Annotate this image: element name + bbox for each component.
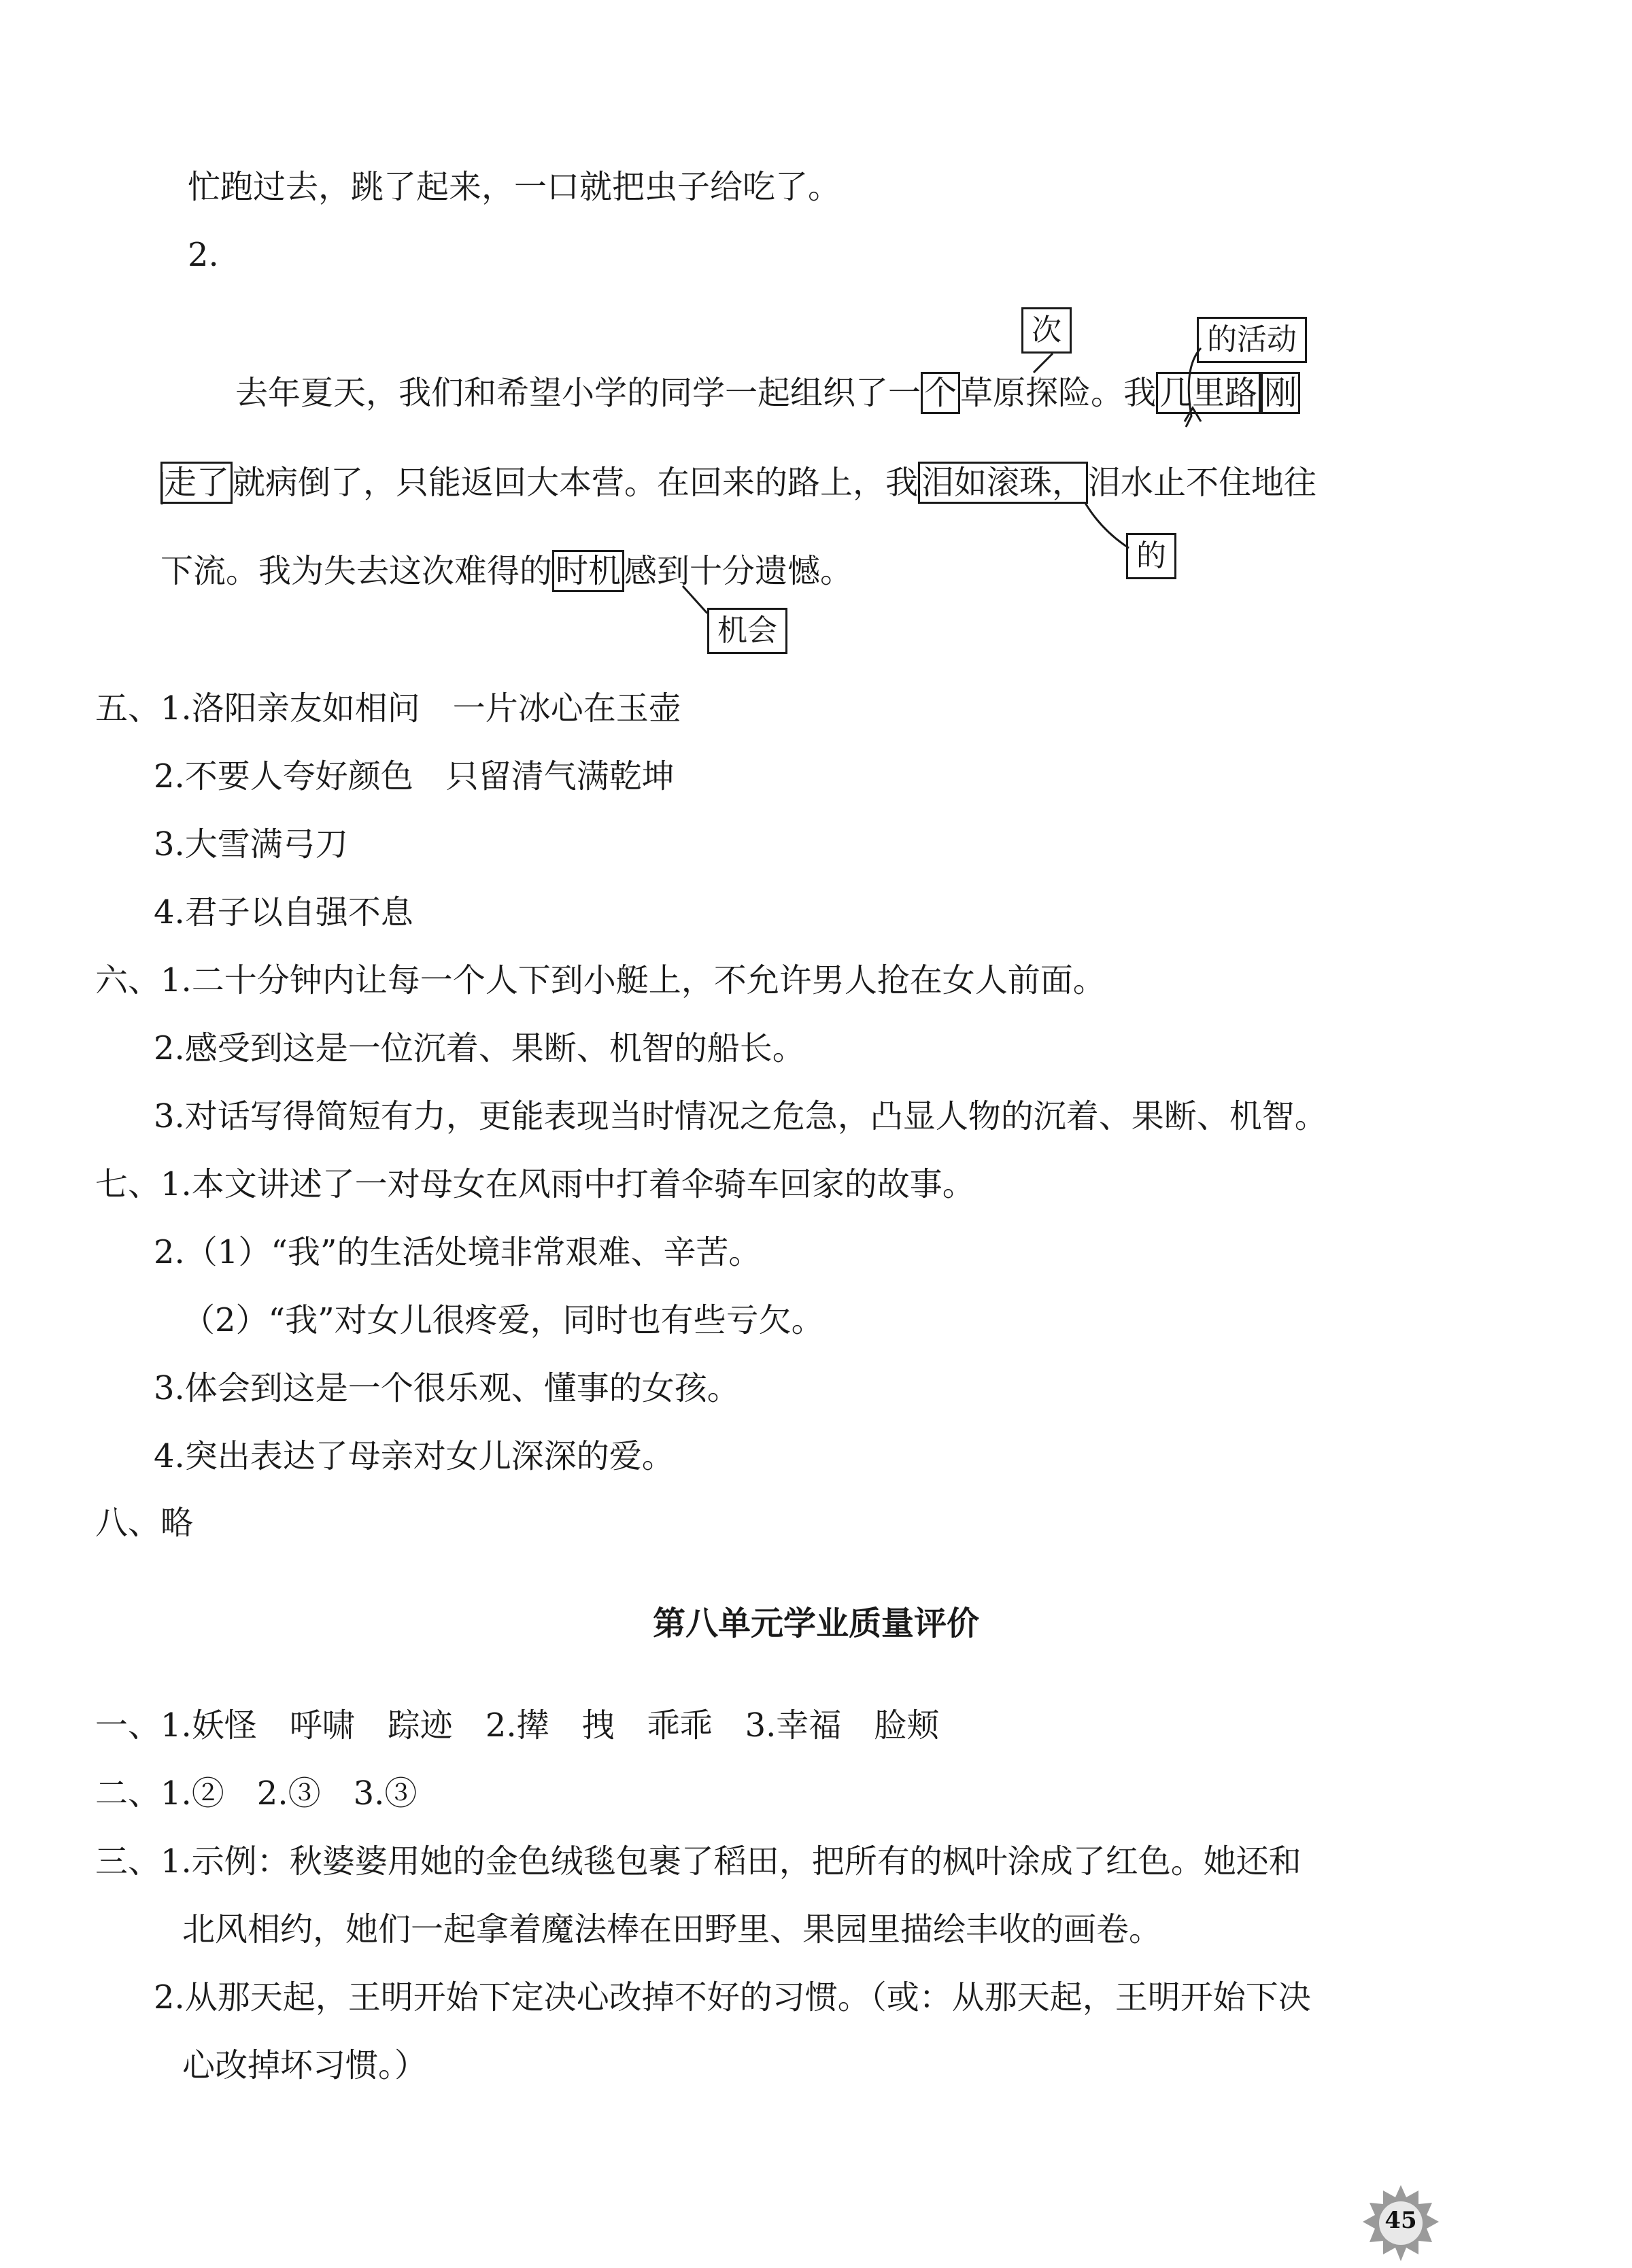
correction-note-de-huodong: 的活动 xyxy=(1197,317,1307,363)
text-segment: 去年夏天，我们和希望小学的同学一起组织了一 xyxy=(235,374,921,412)
section-7-line-1: 七、1.本文讲述了一对母女在风雨中打着伞骑车回家的故事。 xyxy=(95,1165,975,1203)
section-6-line-3: 3.对话写得简短有力，更能表现当时情况之危急，凸显人物的沉着、果断、机智。 xyxy=(154,1097,1327,1135)
section-7-line-4: 3.体会到这是一个很乐观、懂事的女孩。 xyxy=(154,1369,740,1407)
section-5-line-1: 五、1.洛阳亲友如相问 一片冰心在玉壶 xyxy=(95,689,681,727)
unit-8-section-1: 一、1.妖怪 呼啸 踪迹 2.撵 拽 乖乖 3.幸福 脸颊 xyxy=(95,1706,940,1745)
text-segment: 泪水止不住地往 xyxy=(1088,464,1317,502)
text-segment: 。我 xyxy=(1091,374,1157,412)
marked-word: 刚 xyxy=(1261,372,1300,414)
section-5-line-4: 4.君子以自强不息 xyxy=(154,893,413,931)
text-segment: 就病倒了，只能返回大本营。在回来的路上，我 xyxy=(233,464,919,502)
section-5-line-3: 3.大雪满弓刀 xyxy=(154,825,348,863)
marked-word: 泪如滚珠， xyxy=(918,462,1088,504)
text-segment: 下流。我为失去这次难得的 xyxy=(160,552,553,590)
insert-caret xyxy=(1185,408,1201,422)
unit-8-section-2: 二、1.② 2.③ 3.③ xyxy=(95,1774,418,1812)
proofreading-marks xyxy=(0,0,1632,680)
unit-8-section-3-line-4: 心改掉坏习惯。） xyxy=(182,2046,428,2084)
section-7-line-3: （2）“我”对女儿很疼爱，同时也有些亏欠。 xyxy=(182,1301,824,1339)
text-segment: 感到十分遗憾。 xyxy=(624,552,853,590)
section-7-line-2: 2.（1）“我”的生活处境非常艰难、辛苦。 xyxy=(154,1233,762,1271)
mark-line-de xyxy=(1085,503,1129,548)
correction-note-de: 的 xyxy=(1126,533,1176,579)
item-number-2: 2. xyxy=(188,236,219,274)
mark-line-ci xyxy=(1034,354,1053,373)
unit-8-section-3-line-1: 三、1.示例：秋婆婆用她的金色绒毯包裹了稻田，把所有的枫叶涂成了红色。她还和 xyxy=(95,1842,1302,1880)
marked-word: 时机 xyxy=(552,550,624,592)
correction-note-jihui: 机会 xyxy=(707,608,787,654)
page-number: 45 xyxy=(1384,2207,1417,2234)
section-7-line-5: 4.突出表达了母亲对女儿深深的爱。 xyxy=(154,1437,675,1475)
unit-8-title: 第八单元学业质量评价 xyxy=(652,1604,979,1643)
section-8-line-1: 八、略 xyxy=(95,1504,194,1542)
unit-8-section-3-line-3: 2.从那天起，王明开始下定决心改掉不好的习惯。（或：从那天起，王明开始下决 xyxy=(154,1978,1311,2016)
unit-8-section-3-line-2: 北风相约，她们一起拿着魔法棒在田野里、果园里描绘丰收的画卷。 xyxy=(182,1910,1162,1948)
marked-word: 几里路 xyxy=(1156,372,1261,414)
section-5-line-2: 2.不要人夸好颜色 只留清气满乾坤 xyxy=(154,757,675,795)
marked-word: 个 xyxy=(921,372,960,414)
mark-line-jihui xyxy=(683,586,707,613)
section-6-line-2: 2.感受到这是一位沉着、果断、机智的船长。 xyxy=(154,1029,805,1067)
section-6-line-1: 六、1.二十分钟内让每一个人下到小艇上，不允许男人抢在女人前面。 xyxy=(95,961,1106,999)
text-segment: 草原探险 xyxy=(960,374,1091,412)
marked-word: 走了 xyxy=(160,462,233,504)
correction-note-ci: 次 xyxy=(1021,307,1072,354)
intro-line: 忙跑过去，跳了起来，一口就把虫子给吃了。 xyxy=(188,168,841,206)
